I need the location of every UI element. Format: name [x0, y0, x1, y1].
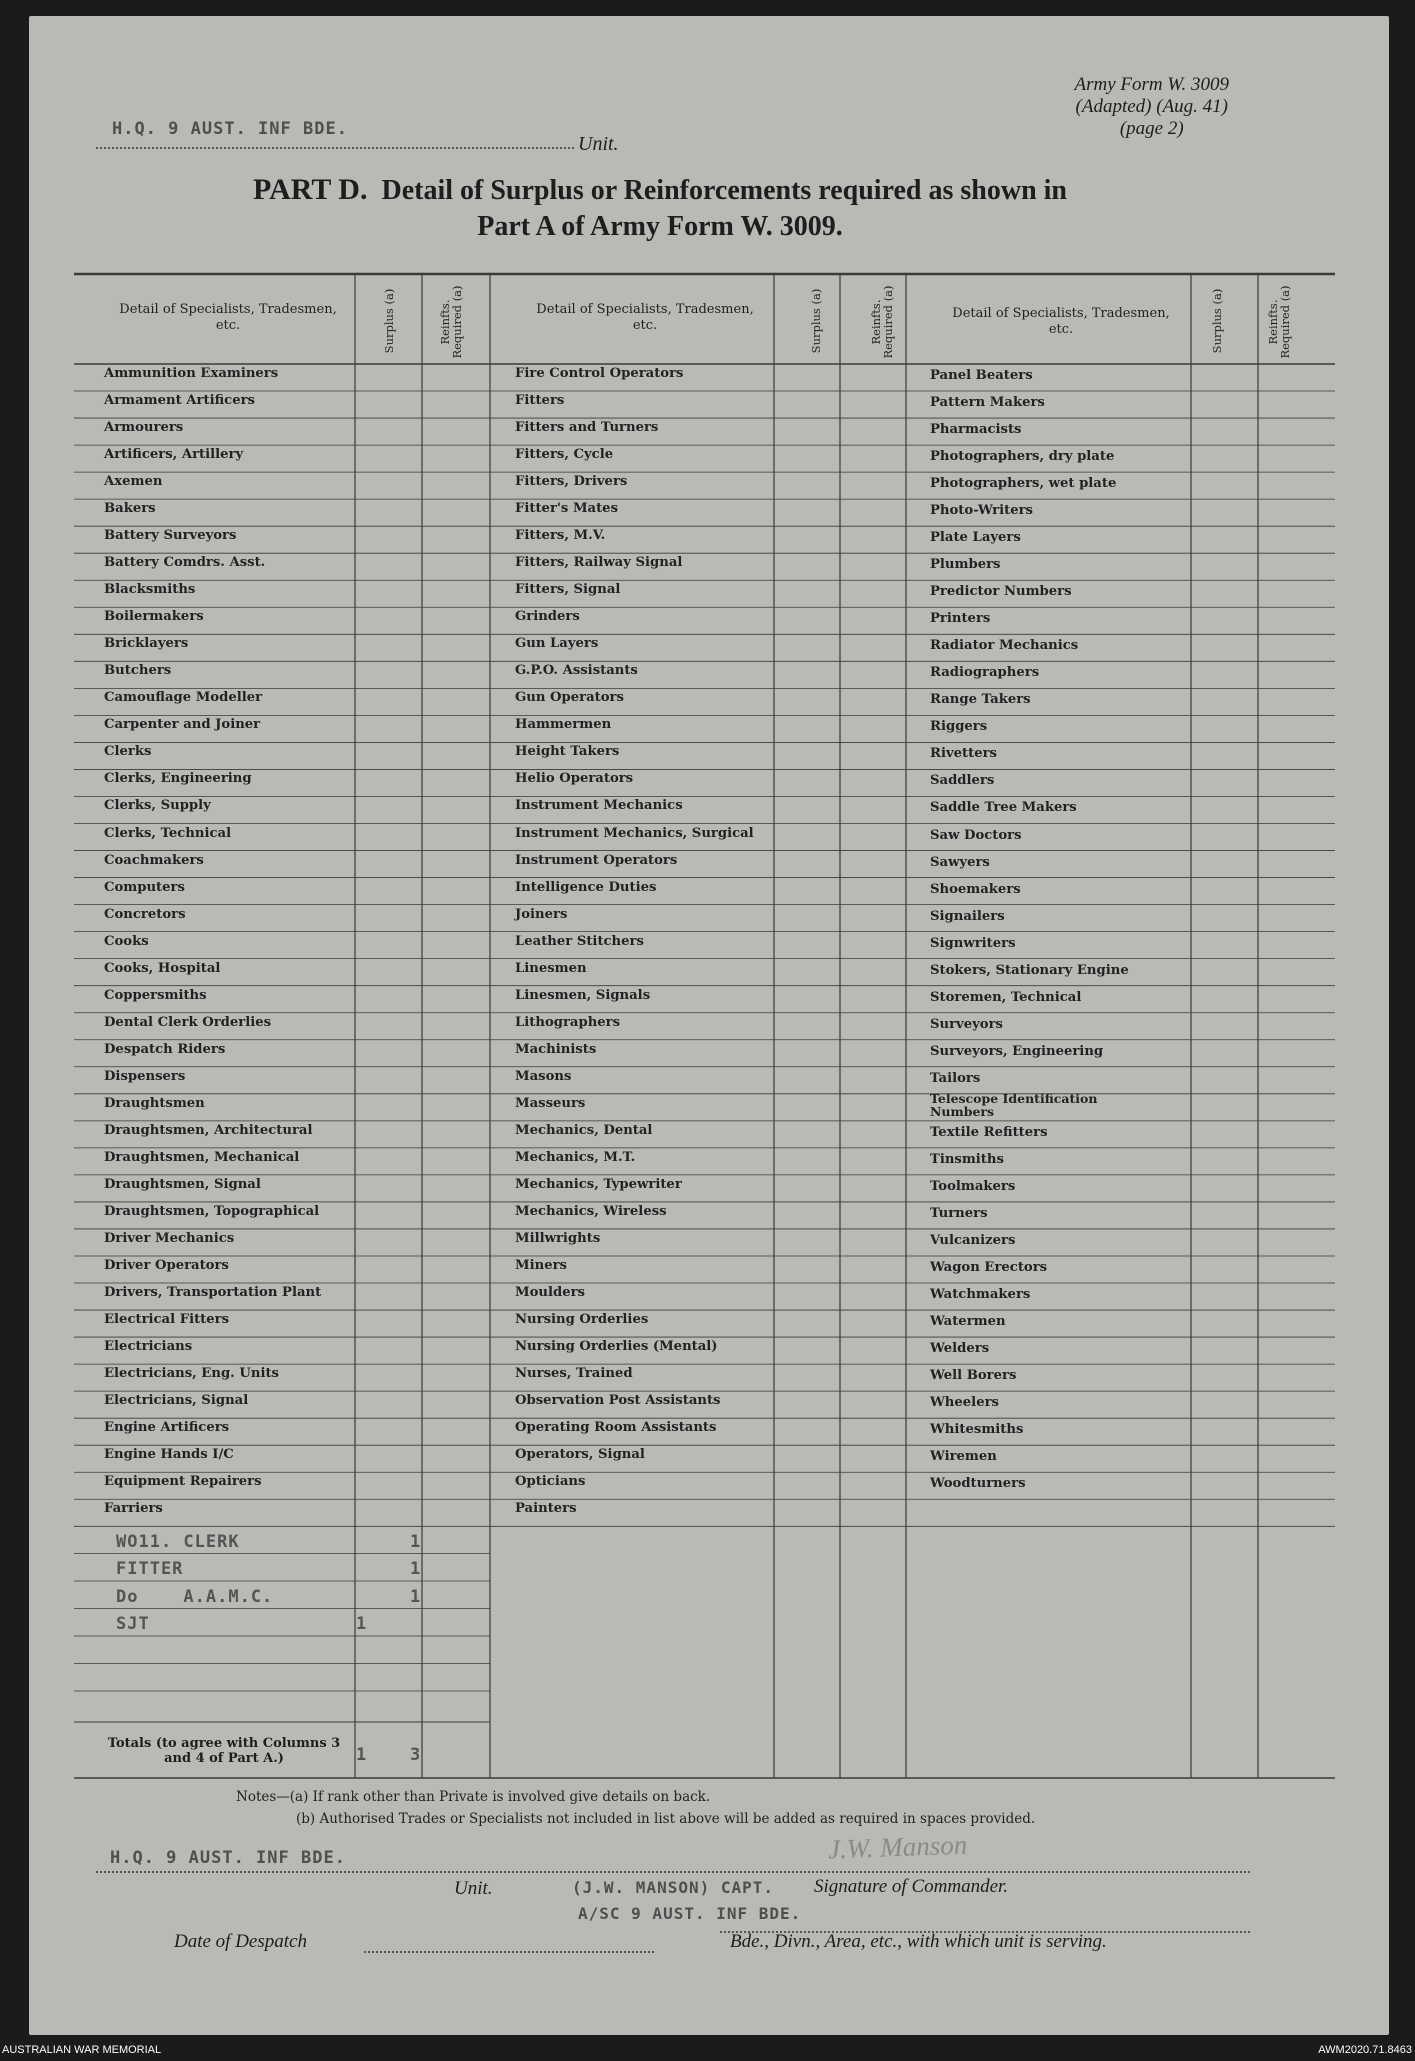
col2-trade-3: Fitters and Turners	[515, 420, 659, 436]
col3-trade-5: Photographers, wet plate	[930, 476, 1117, 492]
col3-trade-16: Saddlers	[930, 773, 995, 789]
col2-trade-16: Helio Operators	[515, 771, 634, 787]
form-page: (page 2)	[1119, 118, 1184, 139]
title-line-2: Part A of Army Form W. 3009.	[477, 211, 843, 242]
col3-trade-6: Photo-Writers	[930, 503, 1033, 519]
bde-label: Bde., Divn., Area, etc., with which unit is serving.	[730, 1931, 1107, 1952]
signature-handwritten: J.W. Manson	[827, 1829, 968, 1865]
col3-trade-34: Wagon Erectors	[930, 1259, 1048, 1275]
col1-trade-22: Cooks	[104, 933, 149, 949]
col3-trade-10: Printers	[930, 611, 991, 627]
col1-trade-38: Electricians, Eng. Units	[104, 1366, 279, 1382]
header-unit-label: Unit.	[578, 133, 619, 155]
col1-trade-39: Electricians, Signal	[104, 1393, 249, 1409]
col2-trade-43: Painters	[515, 1501, 577, 1517]
col2-trade-32: Mechanics, Wireless	[515, 1203, 667, 1219]
col1-trade-1: Ammunition Examiners	[104, 366, 279, 381]
col2-trade-17: Instrument Mechanics	[515, 798, 683, 814]
col3-trade-3: Pharmacists	[930, 422, 1022, 438]
commander-unit-typed: A/SC 9 AUST. INF BDE.	[578, 1904, 802, 1923]
col1-trade-42: Equipment Repairers	[104, 1474, 262, 1490]
col1-trade-26: Despatch Riders	[104, 1041, 226, 1057]
col1-trade-14: Carpenter and Joiner	[104, 717, 261, 733]
col1-header: Detail of Specialists, Tradesmen, etc.	[119, 302, 337, 333]
col1-trade-31: Draughtsmen, Signal	[104, 1176, 261, 1192]
col1-trade-6: Bakers	[104, 501, 156, 517]
col3-trade-39: Wheelers	[930, 1395, 999, 1411]
part-label: PART D.	[252, 173, 368, 206]
col3-trade-28: Telescope Identification Numbers	[930, 1090, 1098, 1119]
footer-unit-typed: H.Q. 9 AUST. INF BDE.	[110, 1848, 346, 1868]
added-row-1-reinf: 1	[410, 1532, 422, 1552]
col3-trade-42: Woodturners	[930, 1476, 1026, 1492]
note-b: (b) Authorised Trades or Specialists not included in list above will be added as required in spaces provided.	[296, 1811, 1036, 1827]
added-row-3-reinf: 1	[410, 1587, 422, 1607]
col1-trade-23: Cooks, Hospital	[104, 960, 221, 976]
form-number: Army Form W. 3009	[1074, 74, 1229, 95]
col2-trade-41: Operators, Signal	[515, 1447, 645, 1463]
col1-reinf-header: Reinfts. Required (a)	[438, 285, 464, 359]
footer-unit-line	[96, 1871, 1250, 1873]
col1-trade-20: Computers	[104, 879, 185, 895]
col3-trade-9: Predictor Numbers	[930, 584, 1072, 600]
note-a: Notes—(a) If rank other than Private is involved give details on back.	[236, 1789, 711, 1805]
col1-trade-40: Engine Artificers	[104, 1420, 230, 1436]
col3-trade-25: Surveyors	[930, 1016, 1003, 1032]
col1-trade-8: Battery Comdrs. Asst.	[104, 555, 266, 571]
col1-trade-43: Farriers	[104, 1501, 163, 1517]
col3-trade-23: Stokers, Stationary Engine	[930, 962, 1129, 978]
col2-trade-6: Fitter's Mates	[515, 501, 618, 517]
col2-trade-27: Masons	[515, 1068, 572, 1084]
col2-trade-11: Gun Layers	[515, 636, 599, 652]
col2-trade-36: Nursing Orderlies	[515, 1312, 649, 1328]
col3-surplus-header: Surplus (a)	[1210, 288, 1224, 354]
col3-trade-12: Radiographers	[930, 665, 1040, 681]
added-row-1-label: WO11. CLERK	[116, 1532, 240, 1552]
col3-trade-21: Signailers	[930, 908, 1005, 924]
col2-trade-31: Mechanics, Typewriter	[515, 1176, 682, 1192]
col1-trade-9: Blacksmiths	[104, 582, 196, 598]
col2-trade-37: Nursing Orderlies (Mental)	[515, 1339, 718, 1355]
col2-trade-2: Fitters	[515, 393, 565, 409]
col3-trade-4: Photographers, dry plate	[930, 449, 1115, 465]
col1-trade-16: Clerks, Engineering	[104, 771, 252, 787]
col3-trade-1: Panel Beaters	[930, 368, 1033, 383]
col2-trade-34: Miners	[515, 1257, 567, 1273]
col2-trade-5: Fitters, Drivers	[515, 474, 628, 490]
col3-trade-31: Toolmakers	[930, 1178, 1016, 1194]
col3-trade-7: Plate Layers	[930, 530, 1021, 546]
header-unit-typed: H.Q. 9 AUST. INF BDE.	[112, 119, 348, 139]
col2-trade-25: Lithographers	[515, 1014, 621, 1030]
col2-trade-30: Mechanics, M.T.	[515, 1149, 636, 1165]
col1-trade-11: Bricklayers	[104, 636, 189, 652]
col2-header: Detail of Specialists, Tradesmen, etc.	[536, 302, 754, 333]
col1-trade-33: Driver Mechanics	[104, 1230, 235, 1246]
col2-trade-8: Fitters, Railway Signal	[515, 555, 683, 571]
col3-trade-22: Signwriters	[930, 935, 1016, 951]
col3-trade-19: Sawyers	[930, 854, 990, 870]
col3-trade-36: Watermen	[930, 1314, 1006, 1330]
col3-trade-13: Range Takers	[930, 692, 1031, 708]
col1-trade-7: Battery Surveyors	[104, 528, 237, 544]
col1-trade-32: Draughtsmen, Topographical	[104, 1203, 320, 1219]
totals-label: Totals (to agree with Columns 3 and 4 of Part A.)	[107, 1736, 341, 1766]
col2-trade-10: Grinders	[515, 609, 580, 625]
col2-trade-26: Machinists	[515, 1041, 597, 1057]
col1-trade-15: Clerks	[104, 744, 152, 760]
col2-trade-38: Nurses, Trained	[515, 1366, 633, 1382]
col2-trade-13: Gun Operators	[515, 690, 624, 706]
col3-trade-33: Vulcanizers	[930, 1232, 1016, 1248]
col3-trade-27: Tailors	[930, 1070, 981, 1086]
col2-trade-1: Fire Control Operators	[515, 366, 684, 381]
credit-right: AWM2020.71.8463	[1318, 2044, 1412, 2056]
col1-trade-18: Clerks, Technical	[104, 825, 232, 841]
col1-trade-3: Armourers	[104, 420, 184, 436]
col2-trade-28: Masseurs	[515, 1095, 586, 1111]
col3-trade-17: Saddle Tree Makers	[930, 800, 1077, 816]
col2-trade-29: Mechanics, Dental	[515, 1122, 653, 1138]
col3-trade-35: Watchmakers	[930, 1287, 1031, 1303]
col2-trade-9: Fitters, Signal	[515, 582, 621, 598]
col3-trade-41: Wiremen	[930, 1449, 997, 1465]
added-row-2-reinf: 1	[410, 1559, 422, 1579]
col3-trade-29: Textile Refitters	[930, 1124, 1048, 1140]
col1-trade-41: Engine Hands I/C	[104, 1447, 234, 1463]
col1-trade-35: Drivers, Transportation Plant	[104, 1285, 322, 1301]
col3-trade-24: Storemen, Technical	[930, 989, 1082, 1005]
col2-trade-18: Instrument Mechanics, Surgical	[515, 825, 754, 841]
col2-trade-19: Instrument Operators	[515, 852, 678, 868]
added-row-4-surplus: 1	[356, 1614, 368, 1634]
col1-trade-12: Butchers	[104, 663, 172, 679]
col3-trade-11: Radiator Mechanics	[930, 638, 1079, 654]
col1-trade-34: Driver Operators	[104, 1257, 229, 1273]
credit-left: AUSTRALIAN WAR MEMORIAL	[2, 2044, 162, 2056]
col1-trade-36: Electrical Fitters	[104, 1312, 230, 1328]
col2-trade-15: Height Takers	[515, 744, 620, 760]
col1-trade-13: Camouflage Modeller	[104, 690, 263, 706]
signature-label: Signature of Commander.	[814, 1876, 1009, 1897]
col1-trade-2: Armament Artificers	[104, 393, 255, 409]
col1-trade-5: Axemen	[104, 474, 163, 490]
col3-trade-2: Pattern Makers	[930, 395, 1045, 411]
col2-trade-35: Moulders	[515, 1285, 585, 1301]
col3-trade-15: Rivetters	[930, 746, 997, 762]
col1-trade-19: Coachmakers	[104, 852, 204, 868]
col3-header: Detail of Specialists, Tradesmen, etc.	[952, 306, 1170, 337]
col3-trade-30: Tinsmiths	[930, 1151, 1004, 1167]
col2-trade-12: G.P.O. Assistants	[515, 663, 638, 679]
col2-trade-20: Intelligence Duties	[515, 879, 657, 895]
col2-reinf-header: Reinfts. Required (a)	[869, 285, 895, 359]
added-row-2-label: FITTER	[116, 1559, 184, 1579]
col2-trade-4: Fitters, Cycle	[515, 447, 614, 463]
col3-trade-26: Surveyors, Engineering	[930, 1043, 1104, 1059]
col1-trade-24: Coppersmiths	[104, 987, 207, 1003]
despatch-line	[364, 1951, 654, 1953]
col2-trade-39: Observation Post Assistants	[515, 1393, 721, 1409]
totals-surplus: 1	[356, 1745, 368, 1765]
col3-trade-38: Well Borers	[930, 1368, 1017, 1384]
col1-trade-4: Artificers, Artillery	[104, 447, 244, 463]
col2-trade-33: Millwrights	[515, 1230, 601, 1246]
footer-unit-label: Unit.	[454, 1878, 493, 1899]
credit-strip	[0, 2041, 1415, 2061]
col1-trade-27: Dispensers	[104, 1068, 186, 1084]
col2-trade-40: Operating Room Assistants	[515, 1420, 717, 1436]
col3-reinf-header: Reinfts. Required (a)	[1266, 285, 1292, 359]
despatch-label: Date of Despatch	[174, 1931, 307, 1952]
col2-trade-14: Hammermen	[515, 717, 612, 733]
col2-trade-42: Opticians	[515, 1474, 586, 1490]
col1-trade-28: Draughtsmen	[104, 1095, 205, 1111]
form-adapted: (Adapted) (Aug. 41)	[1075, 96, 1228, 117]
col2-trade-7: Fitters, M.V.	[515, 528, 606, 544]
col2-trade-22: Leather Stitchers	[515, 933, 644, 949]
col1-trade-29: Draughtsmen, Architectural	[104, 1122, 313, 1138]
col1-trade-30: Draughtsmen, Mechanical	[104, 1149, 300, 1165]
col2-trade-23: Linesmen	[515, 960, 587, 976]
col3-trade-14: Riggers	[930, 719, 988, 735]
added-row-4-label: SJT	[116, 1614, 150, 1634]
col3-trade-20: Shoemakers	[930, 881, 1021, 897]
col1-surplus-header: Surplus (a)	[382, 288, 396, 354]
col1-trade-25: Dental Clerk Orderlies	[104, 1014, 272, 1030]
title-line-1: Detail of Surplus or Reinforcements required as shown in	[381, 175, 1068, 206]
col2-trade-24: Linesmen, Signals	[515, 987, 651, 1003]
commander-name-typed: (J.W. MANSON) CAPT.	[572, 1878, 775, 1897]
col3-trade-18: Saw Doctors	[930, 827, 1022, 843]
col1-trade-37: Electricians	[104, 1339, 193, 1355]
col2-trade-21: Joiners	[515, 906, 568, 922]
col3-trade-32: Turners	[930, 1205, 988, 1221]
col1-trade-17: Clerks, Supply	[104, 798, 211, 814]
col3-trade-40: Whitesmiths	[930, 1422, 1024, 1438]
col3-trade-8: Plumbers	[930, 557, 1001, 573]
col2-surplus-header: Surplus (a)	[809, 288, 823, 354]
col1-trade-10: Boilermakers	[104, 609, 204, 625]
col3-trade-37: Welders	[930, 1341, 990, 1357]
added-row-3-label: Do A.A.M.C.	[116, 1587, 274, 1607]
col1-trade-21: Concretors	[104, 906, 186, 922]
totals-reinf: 3	[410, 1745, 422, 1765]
